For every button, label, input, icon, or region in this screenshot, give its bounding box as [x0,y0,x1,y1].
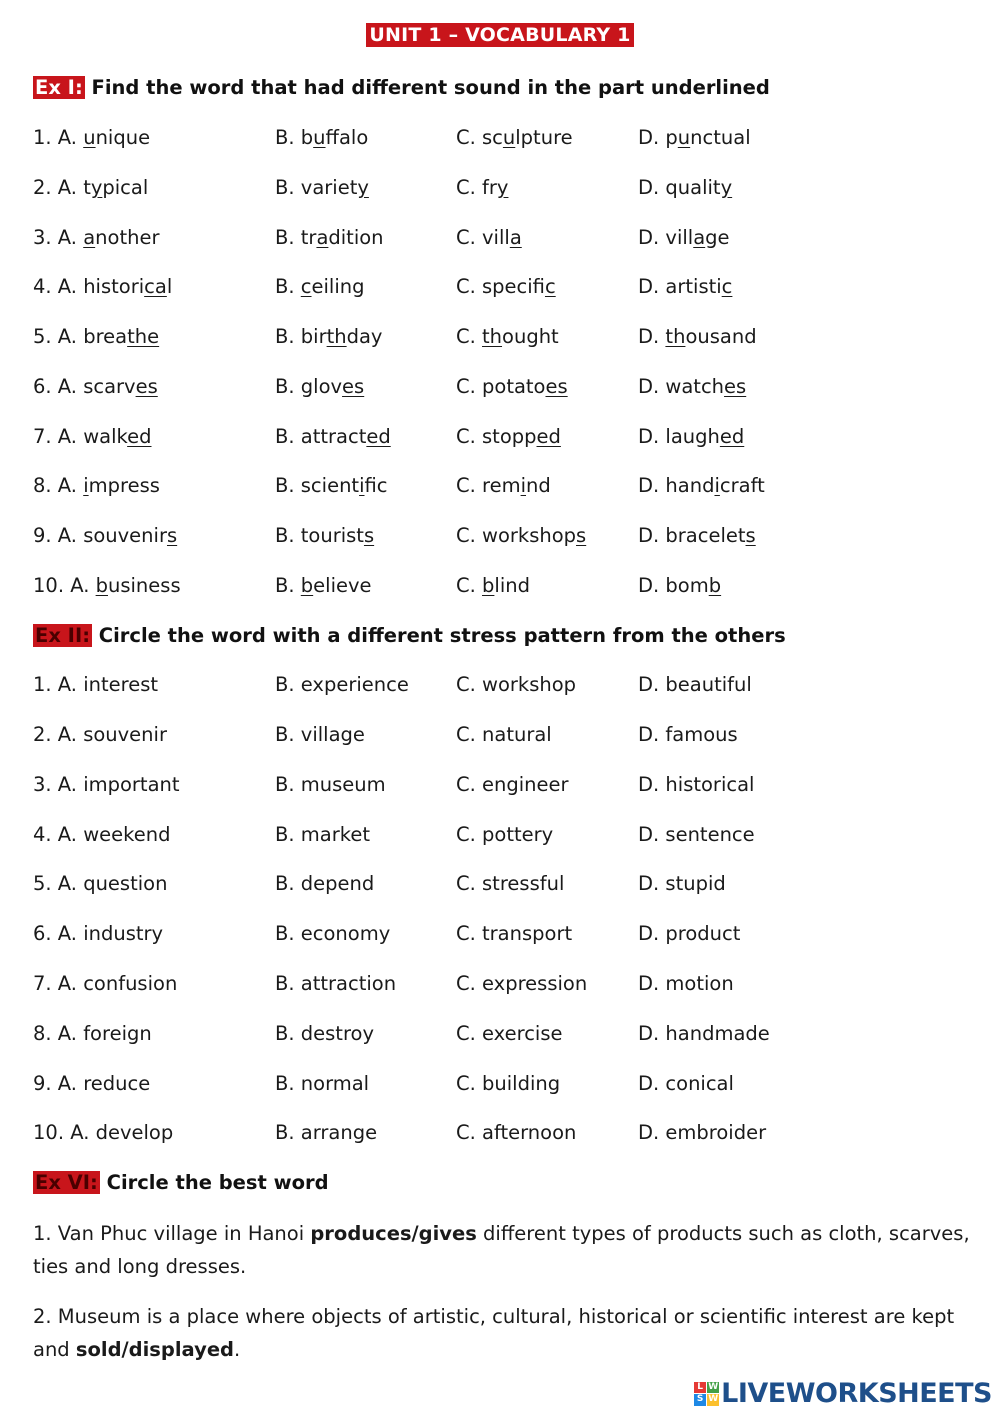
ex2-option-d[interactable]: D. sentence [638,823,755,846]
option-text: ought [502,325,559,348]
logo-tile: S [694,1394,706,1406]
ex1-option-b[interactable] [275,375,364,398]
option-text: C. potato [456,375,546,398]
q1-choice[interactable]: produces/gives [310,1222,477,1245]
ex2-option-d[interactable]: D. product [638,922,741,945]
ex2-row [0,872,1000,902]
ex1-option-a[interactable] [33,126,150,149]
option-text: B. bir [275,325,327,348]
option-text: 4. A. histori [33,275,145,298]
option-text: l [166,275,173,298]
underlined-part: y [90,176,103,199]
ex2-row [0,922,1000,952]
option-text: nd [526,474,551,497]
ex1-option-b[interactable] [275,474,388,497]
option-text: B. scient [275,474,360,497]
ex1-row [0,275,1000,305]
ex2-option-c[interactable]: C. building [456,1072,561,1095]
option-text: B. tr [275,226,317,249]
ex1-row [0,226,1000,256]
option-text: D. bom [638,574,709,597]
option-text: day [346,325,383,348]
ex2-option-b[interactable]: B. depend [275,872,375,895]
ex2-option-d[interactable]: D. motion [638,972,734,995]
underlined-part: b [300,574,314,597]
option-text: 7. A. walk [33,425,128,448]
ex1-option-c[interactable] [456,574,530,597]
option-text: C. sc [456,126,503,149]
logo-text: LIVEWORKSHEETS [721,1378,992,1409]
ex6-tag: Ex VI: [35,1171,98,1194]
option-text: C. [456,574,483,597]
liveworksheets-logo [694,1378,992,1409]
underlined-part: th [665,325,686,348]
ex1-option-c[interactable] [456,524,586,547]
ex2-tag: Ex II: [35,624,90,647]
option-text: 10. A. [33,574,96,597]
ex1-option-b[interactable] [275,425,391,448]
ex2-option-a[interactable]: 5. A. question [33,872,168,895]
ex2-option-a[interactable]: 7. A. confusion [33,972,178,995]
logo-tile: W [708,1381,719,1392]
q2-choice[interactable]: sold/displayed [75,1338,235,1361]
ex1-option-b[interactable] [275,275,365,298]
ex2-option-a[interactable]: 2. A. souvenir [33,723,167,746]
option-text: 3. A. [33,226,84,249]
ex2-option-a[interactable]: 4. A. weekend [33,823,171,846]
underlined-part: the [127,325,160,348]
ex2-option-d[interactable]: D. famous [638,723,738,746]
ex1-row [0,425,1000,455]
ex1-row [0,176,1000,206]
option-text: 8. A. [33,474,84,497]
option-text: D. hand [638,474,715,497]
ex1-option-b[interactable] [275,126,368,149]
ex2-option-c[interactable]: C. stressful [456,872,565,895]
q1-text-after: different types of products such as cloth, scarves, ties and long dresses. [33,1222,970,1278]
ex2-row [0,773,1000,803]
option-text: dition [328,226,384,249]
ex1-option-d[interactable] [638,425,744,448]
ex1-row [0,474,1000,504]
underlined-part: es [724,375,747,398]
ex1-option-c[interactable] [456,176,508,199]
option-text: D. bracelet [638,524,746,547]
underlined-part: u [83,126,96,149]
ex2-option-d[interactable]: D. stupid [638,872,726,895]
option-text: 6. A. scarv [33,375,136,398]
ex1-option-a[interactable] [33,474,160,497]
underlined-part: ed [719,425,745,448]
option-text: mpress [88,474,160,497]
ex1-option-b[interactable] [275,176,369,199]
ex2-row [0,823,1000,853]
option-text: B. tourist [275,524,364,547]
ex1-option-c[interactable] [456,375,568,398]
option-text: D. p [638,126,678,149]
ex1-option-a[interactable] [33,275,172,298]
underlined-part: ca [144,275,167,298]
option-text: C. fr [456,176,497,199]
ex2-option-d[interactable]: D. beautiful [638,673,752,696]
option-text: 1. A. [33,126,84,149]
ex2-option-c[interactable]: C. transport [456,922,573,945]
underlined-part: a [693,226,706,249]
ex2-option-d[interactable]: D. embroider [638,1121,767,1144]
underlined-part: b [482,574,495,597]
ex2-option-b[interactable]: B. village [275,723,365,746]
underlined-part: c [721,275,733,298]
option-text: nctual [690,126,751,149]
ex2-option-c[interactable]: C. workshop [456,673,577,696]
ex6-question-2 [33,1300,973,1366]
option-text: B. glov [275,375,343,398]
option-text: D. watch [638,375,725,398]
ex2-option-c[interactable]: C. natural [456,723,552,746]
underlined-part: c [544,275,556,298]
ex2-option-a[interactable]: 3. A. important [33,773,180,796]
ex1-row [0,375,1000,405]
ex2-option-d[interactable]: D. conical [638,1072,734,1095]
underlined-part: a [83,226,96,249]
ex1-option-d[interactable] [638,574,721,597]
ex1-option-d[interactable] [638,176,732,199]
ex1-option-d[interactable] [638,474,765,497]
q2-text-after: . [234,1338,241,1361]
ex1-option-d[interactable] [638,375,746,398]
option-text: nique [95,126,151,149]
option-text: D. qualit [638,176,721,199]
ex2-option-b[interactable]: B. arrange [275,1121,378,1144]
ex2-option-d[interactable]: D. historical [638,773,755,796]
underlined-part: i [359,474,365,497]
ex1-option-c[interactable] [456,226,522,249]
ex2-option-c[interactable]: C. engineer [456,773,569,796]
option-text: B. [275,574,301,597]
option-text: ge [705,226,730,249]
ex2-row [0,1022,1000,1052]
ex1-option-d[interactable] [638,226,730,249]
option-text: 9. A. souvenir [33,524,167,547]
ex2-option-b[interactable]: B. museum [275,773,386,796]
ex2-option-d[interactable]: D. handmade [638,1022,770,1045]
option-text: C. rem [456,474,521,497]
underlined-part: u [677,126,691,149]
underlined-part: i [83,474,89,497]
ex2-option-c[interactable]: C. pottery [456,823,554,846]
ex1-option-a[interactable] [33,425,152,448]
ex2-heading [33,624,786,647]
ex1-option-c[interactable] [456,275,556,298]
ex2-option-a[interactable]: 10. A. develop [33,1121,174,1144]
ex2-row [0,673,1000,703]
ex6-instruction: Circle the best word [106,1171,329,1194]
ex1-row [0,574,1000,604]
option-text: D. artisti [638,275,722,298]
ex1-option-b[interactable] [275,524,374,547]
option-text: usiness [108,574,181,597]
underlined-part: y [720,176,733,199]
option-text: elieve [313,574,372,597]
ex1-option-a[interactable] [33,524,177,547]
ex1-tag: Ex I: [35,76,83,99]
option-text: lpture [515,126,573,149]
q1-text-before: 1. Van Phuc village in Hanoi [33,1222,311,1245]
ex1-option-a[interactable] [33,176,148,199]
ex2-row [0,1072,1000,1102]
ex2-option-b[interactable]: B. attraction [275,972,397,995]
ex2-option-a[interactable]: 6. A. industry [33,922,164,945]
ex2-option-c[interactable]: C. exercise [456,1022,563,1045]
ex2-option-a[interactable]: 8. A. foreign [33,1022,152,1045]
underlined-part: i [520,474,527,497]
option-text: ousand [685,325,757,348]
ex1-option-d[interactable] [638,325,757,348]
option-text: lind [494,574,530,597]
ex1-option-b[interactable] [275,574,372,597]
option-text: craft [719,474,765,497]
ex1-option-a[interactable] [33,574,181,597]
option-text: C. vill [456,226,510,249]
underlined-part: s [745,524,756,547]
ex1-row [0,325,1000,355]
underlined-part: es [135,375,158,398]
option-text: B. variet [275,176,358,199]
worksheet-title [0,24,1000,46]
ex2-option-c[interactable]: C. afternoon [456,1121,577,1144]
ex1-option-b[interactable] [275,226,384,249]
underlined-part: y [496,176,509,199]
underlined-part: u [502,126,516,149]
underlined-part: b [95,574,108,597]
ex2-instruction: Circle the word with a different stress pattern from the others [98,624,786,647]
ex1-option-c[interactable] [456,425,561,448]
option-text: pical [102,176,149,199]
ex2-option-b[interactable]: B. destroy [275,1022,375,1045]
underlined-part: a [316,226,329,249]
option-text: fic [364,474,388,497]
option-text: B. b [275,126,314,149]
ex1-option-c[interactable] [456,325,559,348]
logo-tile: W [708,1394,719,1404]
underlined-part: es [545,375,568,398]
underlined-part: c [300,275,312,298]
ex1-option-d[interactable] [638,126,751,149]
option-text: C. [456,325,483,348]
ex1-heading [33,76,770,99]
option-text: eiling [311,275,365,298]
ex1-option-a[interactable] [33,226,159,249]
underlined-part: th [326,325,347,348]
option-text: D. laugh [638,425,720,448]
ex2-option-c[interactable]: C. expression [456,972,588,995]
ex2-option-b[interactable]: B. normal [275,1072,370,1095]
ex2-row [0,972,1000,1002]
logo-tile: L [694,1382,706,1394]
option-text: C. specifi [456,275,545,298]
ex2-option-a[interactable]: 9. A. reduce [33,1072,151,1095]
ex1-option-c[interactable] [456,474,551,497]
ex1-option-a[interactable] [33,375,158,398]
option-text: ffalo [325,126,369,149]
underlined-part: a [509,226,522,249]
ex1-instruction: Find the word that had different sound in the part underlined [91,76,770,99]
underlined-part: th [482,325,503,348]
underlined-part: s [363,524,375,547]
underlined-part: y [357,176,369,199]
underlined-part: s [166,524,178,547]
ex6-heading [33,1171,329,1194]
underlined-part: i [714,474,720,497]
ex1-row [0,524,1000,554]
title-label: UNIT 1 – VOCABULARY 1 [366,23,633,47]
ex2-row [0,1121,1000,1151]
ex2-option-b[interactable]: B. economy [275,922,391,945]
underlined-part: u [313,126,326,149]
ex1-option-d[interactable] [638,524,756,547]
ex1-option-b[interactable] [275,325,382,348]
option-text: nother [95,226,160,249]
option-text: D. vill [638,226,694,249]
option-text: C. workshop [456,524,577,547]
q2-text-before: 2. Museum is a place where objects of artistic, cultural, historical or scientific interest are kept and [33,1305,955,1361]
option-text: 5. A. brea [33,325,128,348]
ex1-row [0,126,1000,156]
logo-mark-icon [694,1382,718,1406]
ex2-option-b[interactable]: B. market [275,823,370,846]
underlined-part: ed [536,425,561,448]
underlined-part: ed [366,425,391,448]
ex2-option-b[interactable]: B. experience [275,673,409,696]
option-text: B. [275,275,301,298]
underlined-part: es [342,375,365,398]
underlined-part: s [576,524,587,547]
ex2-row [0,723,1000,753]
option-text: 2. A. t [33,176,91,199]
ex6-question-1 [33,1217,973,1283]
option-text: C. stopp [456,425,537,448]
ex1-option-a[interactable] [33,325,159,348]
ex1-option-d[interactable] [638,275,732,298]
option-text: D. [638,325,666,348]
ex2-option-a[interactable]: 1. A. interest [33,673,159,696]
underlined-part: ed [127,425,152,448]
underlined-part: b [708,574,722,597]
option-text: B. attract [275,425,367,448]
ex1-option-c[interactable] [456,126,573,149]
